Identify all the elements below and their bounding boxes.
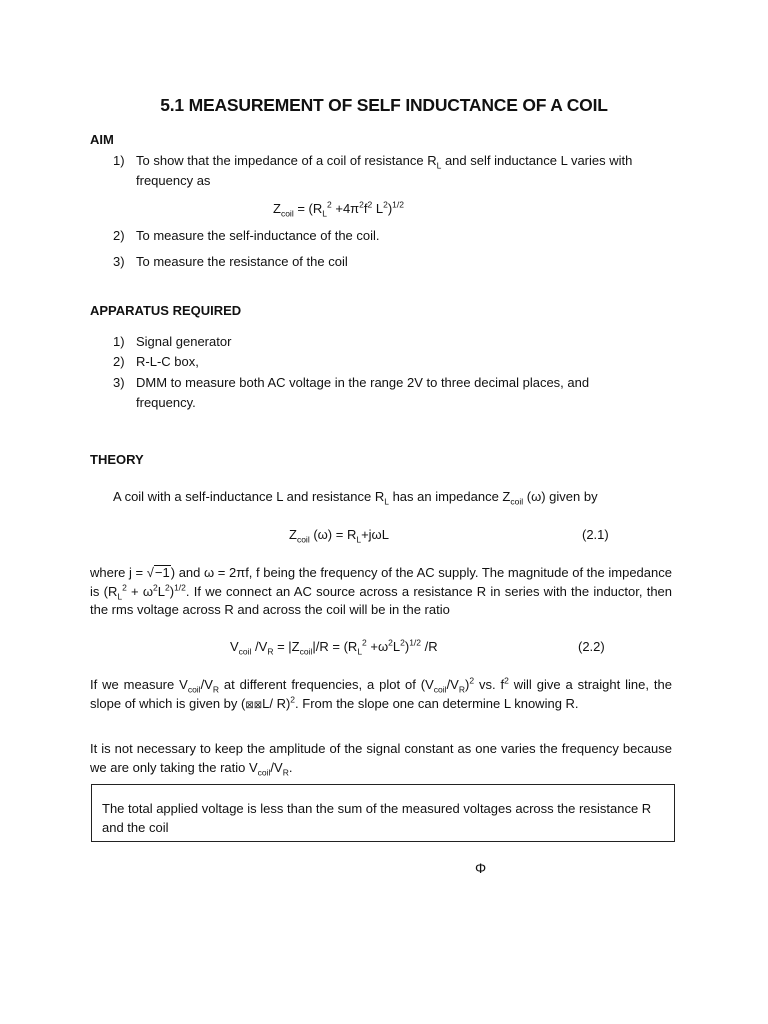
equation-2-1-number: (2.1): [582, 527, 609, 542]
apparatus-item-3-number: 3): [113, 375, 125, 390]
apparatus-heading: APPARATUS REQUIRED: [90, 303, 242, 318]
aim-item-1: To show that the impedance of a coil of resistance $R_L$ and self inductance L varies with frequency as: [136, 153, 633, 188]
theory-paragraph-2: If we measure $V_{coil}/V_R$ at different frequencies, a plot of $(V_{coil}/V_R)^2$ vs. $f^2$ will give a straight line, the slope of which is given by (⊠⊠L/ R)$^2$. From the slope one can determine L knowing R.: [90, 675, 672, 711]
theory-heading: THEORY: [90, 452, 144, 467]
aim-item-3-number: 3): [113, 254, 125, 269]
equation-2-2-number: (2.2): [578, 639, 605, 654]
equation-2-1: $Z_{coil}$ $(\omega) = R_L+j\omega L$: [289, 527, 389, 545]
aim-item-2: To measure the self-inductance of the coil.: [136, 228, 380, 243]
apparatus-item-3: DMM to measure both AC voltage in the range 2V to three decimal places, and frequency.: [136, 375, 590, 410]
apparatus-item-2-number: 2): [113, 354, 125, 369]
theory-paragraph-3: It is not necessary to keep the amplitude of the signal constant as one varies the frequency because we are only taking the ratio $V_{coil}/V_R$.: [90, 741, 672, 778]
impedance-formula: $Z_{coil} = (R_L^2 +4\pi^2f^2$ $L^2)^{1/2}$: [273, 199, 404, 219]
theory-intro: A coil with a self-inductance L and resistance $R_L$ has an impedance $Z_{coil}$ (ω) given by: [113, 489, 598, 507]
phi-symbol: Φ: [475, 860, 487, 876]
theory-paragraph-1: where j = √−1) and ω = 2πf, f being the frequency of the AC supply. The magnitude of the impedance is $(R_L^2 + \omega^2L^2)^{1/2}$. If we connect an AC source across a resistance R in series with the inductor, then the rms voltage across R and across the coil will be in the ratio: [90, 565, 673, 617]
aim-item-1-number: 1): [113, 153, 125, 168]
note-box: [91, 784, 675, 842]
apparatus-item-2: R-L-C box,: [136, 354, 199, 369]
note-box-text: The total applied voltage is less than the sum of the measured voltages across the resistance R and the coil: [102, 801, 652, 835]
aim-heading: AIM: [90, 132, 114, 147]
equation-2-2: $V_{coil}$ $/V_R = |Z_{coil}|/R = (R_L^2 +\omega^2L^2)^{1/2}$ /R: [230, 637, 438, 657]
aim-item-3: To measure the resistance of the coil: [136, 254, 348, 269]
missing-glyph-icon: ⊠⊠: [245, 699, 263, 711]
aim-item-2-number: 2): [113, 228, 125, 243]
page-title: 5.1 MEASUREMENT OF SELF INDUCTANCE OF A COIL: [160, 95, 608, 115]
apparatus-item-1-number: 1): [113, 334, 125, 349]
apparatus-item-1: Signal generator: [136, 334, 232, 349]
